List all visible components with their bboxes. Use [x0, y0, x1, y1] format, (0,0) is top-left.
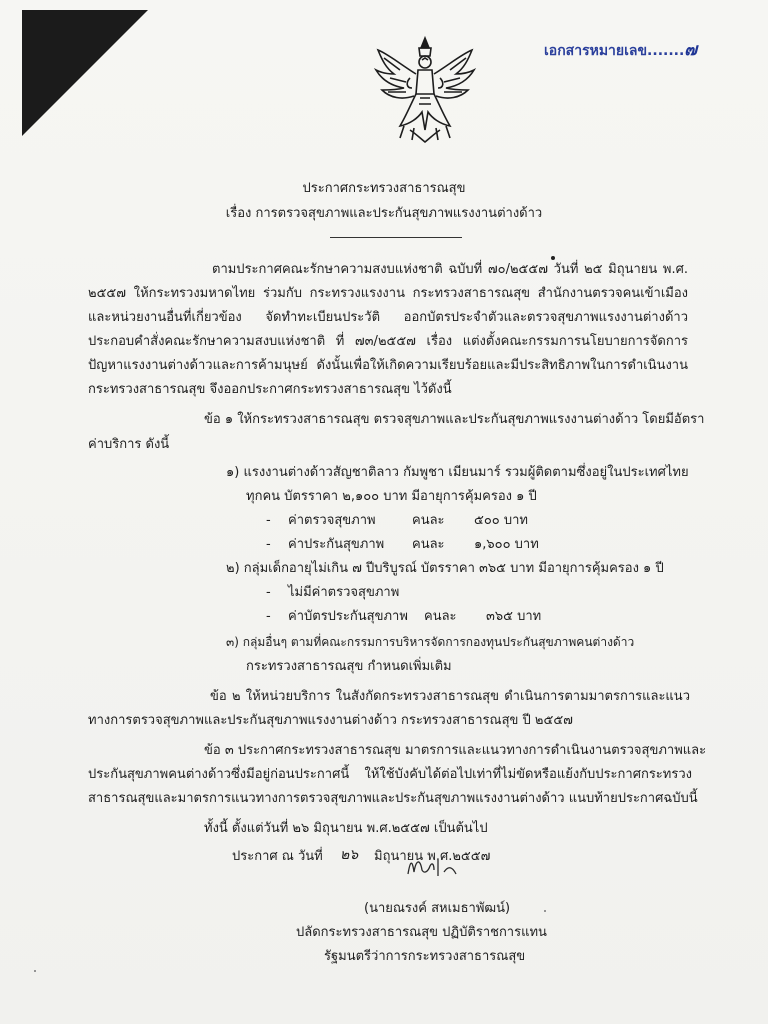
item-1-line: ๑) แรงงานต่างด้าวสัญชาติลาว กัมพูชา เมียนมาร์ รวมผู้ติดตามซึ่งอยู่ในประเทศไทย [226, 465, 689, 480]
title-divider [330, 237, 462, 238]
ink-dot [551, 256, 555, 260]
fee-unit: คนละ [412, 537, 445, 552]
clause-3-line: ข้อ ๓ ประกาศกระทรวงสาธารณสุข มาตรการและแนวทางการดำเนินงานตรวจสุขภาพและ [204, 743, 707, 758]
item-3-line: กระทรวงสาธารณสุข กำหนดเพิ่มเติม [246, 659, 452, 674]
preamble-line: ประกอบคำสั่งคณะรักษาความสงบแห่งชาติ ที่ ๗๓/๒๕๕๗ เรื่อง แต่งตั้งคณะกรรมการนโยบายการจัดการ [88, 334, 688, 349]
signatory-position: รัฐมนตรีว่าการกระทรวงสาธารณสุข [324, 949, 526, 964]
fee-bullet: - [266, 537, 271, 552]
clause-2-line: ข้อ ๒ ให้หน่วยบริการ ในสังกัดกระทรวงสาธารณสุข ดำเนินการตามมาตรการและแนว [210, 689, 690, 704]
fee-amount: ๑,๖๐๐ บาท [474, 537, 539, 552]
signature-scribble [404, 852, 460, 882]
fee-label: ค่าตรวจสุขภาพ [288, 513, 376, 528]
signatory-name: (นายณรงค์ สหเมธาพัฒน์) [364, 901, 511, 916]
effective-date: ทั้งนี้ ตั้งแต่วันที่ ๒๖ มิถุนายน พ.ศ.๒๕๕๗ เป็นต้นไป [204, 821, 488, 836]
clause-1-line: ข้อ ๑ ให้กระทรวงสาธารณสุข ตรวจสุขภาพและประกันสุขภาพแรงงานต่างด้าว โดยมีอัตรา [204, 412, 705, 427]
scan-corner-shadow [22, 10, 148, 136]
preamble-line: ตามประกาศคณะรักษาความสงบแห่งชาติ ฉบับที่ ๗๐/๒๕๕๗ วันที่ ๒๕ มิถุนายน พ.ศ. [212, 262, 688, 277]
document-number-label: เอกสารหมายเลข....... [544, 43, 685, 59]
announcement-title: ประกาศกระทรวงสาธารณสุข [302, 181, 466, 196]
fee-unit: คนละ [412, 513, 445, 528]
ink-speck [34, 970, 36, 972]
signatory-position: ปลัดกระทรวงสาธารณสุข ปฏิบัติราชการแทน [296, 925, 547, 940]
fee-amount: ๓๖๕ บาท [486, 609, 542, 624]
clause-1-line: ค่าบริการ ดังนี้ [88, 437, 170, 452]
fee-label: ไม่มีค่าตรวจสุขภาพ [288, 585, 400, 600]
announced-prefix: ประกาศ ณ วันที่ [232, 849, 323, 864]
fee-bullet: - [266, 513, 271, 528]
preamble-line: ปัญหาแรงงานต่างด้าวและการค้ามนุษย์ ดังนั้นเพื่อให้เกิดความเรียบร้อยและมีประสิทธิภาพในการดำเนินงาน [88, 358, 688, 373]
fee-unit: คนละ [424, 609, 457, 624]
fee-bullet: - [266, 609, 271, 624]
fee-bullet: - [266, 585, 271, 600]
item-2-line: ๒) กลุ่มเด็กอายุไม่เกิน ๗ ปีบริบูรณ์ บัตรราคา ๓๖๕ บาท มีอายุการคุ้มครอง ๑ ปี [226, 561, 664, 576]
item-3-line: ๓) กลุ่มอื่นๆ ตามที่คณะกรรมการบริหารจัดการกองทุนประกันสุขภาพคนต่างด้าว [226, 635, 635, 649]
document-number-handwritten: ๗ [684, 40, 698, 60]
clause-3-line: สาธารณสุขและมาตรการแนวทางการตรวจสุขภาพและประกันสุขภาพแรงงานต่างด้าว แนบท้ายประกาศฉบับนี้ [88, 791, 698, 806]
item-1-line: ทุกคน บัตรราคา ๒,๑๐๐ บาท มีอายุการคุ้มครอง ๑ ปี [246, 489, 537, 504]
announced-suffix: มิถุนายน พ.ศ.๒๕๕๗ [374, 849, 491, 864]
announcement-subject: เรื่อง การตรวจสุขภาพและประกันสุขภาพแรงงานต่างด้าว [225, 206, 543, 221]
ink-speck [544, 910, 546, 912]
garuda-emblem-icon [370, 34, 480, 146]
clause-3-line: ประกันสุขภาพคนต่างด้าวซึ่งมีอยู่ก่อนประกาศนี้ ให้ใช้บังคับได้ต่อไปเท่าที่ไม่ขัดหรือแย้งกับประกาศกระทรวง [88, 767, 692, 782]
fee-label: ค่าประกันสุขภาพ [288, 537, 385, 552]
preamble-line: และหน่วยงานอื่นที่เกี่ยวข้อง จัดทำทะเบียนประวัติ ออกบัตรประจำตัวและตรวจสุขภาพแรงงานต่างด้าว [88, 310, 688, 325]
preamble-line: ๒๕๕๗ ให้กระทรวงมหาดไทย ร่วมกับ กระทรวงแรงงาน กระทรวงสาธารณสุข สำนักงานตรวจคนเข้าเมือง [88, 286, 688, 301]
clause-2-line: ทางการตรวจสุขภาพและประกันสุขภาพแรงงานต่างด้าว กระทรวงสาธารณสุข ปี ๒๕๕๗ [88, 713, 573, 728]
fee-label: ค่าบัตรประกันสุขภาพ [288, 609, 408, 624]
announced-day-handwritten: ๒๖ [340, 847, 359, 863]
document-number-stamp [544, 36, 697, 63]
fee-amount: ๕๐๐ บาท [474, 513, 528, 528]
preamble-line: กระทรวงสาธารณสุข จึงออกประกาศกระทรวงสาธารณสุข ไว้ดังนี้ [88, 382, 452, 397]
